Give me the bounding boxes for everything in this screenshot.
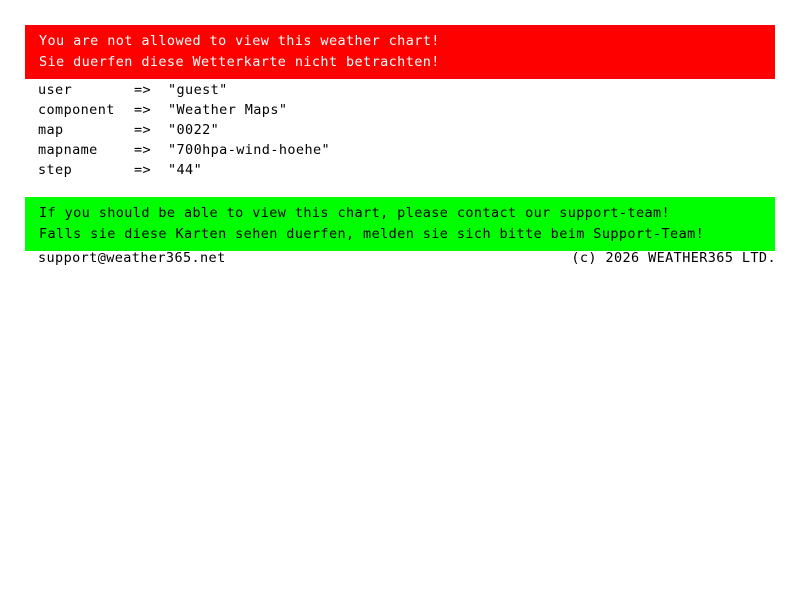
- parameter-value: "guest": [168, 82, 228, 98]
- parameter-value: "Weather Maps": [168, 102, 288, 118]
- parameter-list: [38, 80, 330, 180]
- parameter-row-map: [38, 120, 330, 140]
- parameter-value: "44": [168, 162, 203, 178]
- parameter-row-component: [38, 100, 330, 120]
- parameter-key: step: [38, 162, 73, 178]
- support-banner: [25, 197, 775, 251]
- parameter-arrow: =>: [134, 82, 152, 98]
- support-banner-line-en: If you should be able to view this chart, please contact our support-team!: [39, 205, 671, 221]
- support-email-link[interactable]: support@weather365.net: [38, 250, 226, 266]
- parameter-key: user: [38, 82, 73, 98]
- parameter-arrow: =>: [134, 162, 152, 178]
- parameter-row-mapname: [38, 140, 330, 160]
- parameter-value: "700hpa-wind-hoehe": [168, 142, 331, 158]
- parameter-arrow: =>: [134, 102, 152, 118]
- parameter-key: component: [38, 102, 115, 118]
- footer: [38, 250, 776, 266]
- parameter-value: "0022": [168, 122, 220, 138]
- parameter-row-user: [38, 80, 330, 100]
- parameter-key: map: [38, 122, 64, 138]
- parameter-arrow: =>: [134, 122, 152, 138]
- copyright-text: (c) 2026 WEATHER365 LTD.: [571, 250, 776, 266]
- error-banner-line-en: You are not allowed to view this weather chart!: [39, 33, 440, 49]
- parameter-row-step: [38, 160, 330, 180]
- support-banner-line-de: Falls sie diese Karten sehen duerfen, melden sie sich bitte beim Support-Team!: [39, 226, 705, 242]
- parameter-key: mapname: [38, 142, 98, 158]
- error-banner-line-de: Sie duerfen diese Wetterkarte nicht betrachten!: [39, 54, 440, 70]
- error-banner: [25, 25, 775, 79]
- parameter-arrow: =>: [134, 142, 152, 158]
